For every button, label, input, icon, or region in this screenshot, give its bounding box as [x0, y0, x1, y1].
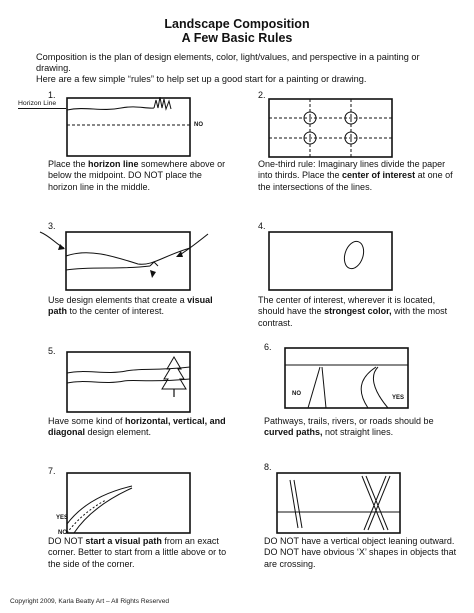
rule-7-number: 7. — [48, 466, 56, 476]
rule-7-no-label: NO — [58, 530, 67, 536]
rule-4-illustration — [268, 231, 393, 291]
rule-5-illustration — [66, 351, 191, 413]
rule-6-illustration — [284, 347, 409, 409]
rule-5-caption: Have some kind of horizontal, vertical, and diagonal design element. — [48, 416, 226, 438]
rule-4-number: 4. — [258, 221, 266, 231]
rule-7-illustration — [66, 472, 191, 534]
rule-2-illustration — [268, 98, 393, 158]
rule-2-caption: One-third rule: Imaginary lines divide the paper into thirds. Place the center of interest at one of the intersections of the lines. — [258, 159, 453, 192]
rule-3-caption: Use design elements that create a visual path to the center of interest. — [48, 295, 213, 317]
rule-1-number: 1. — [48, 90, 56, 100]
rule-8-illustration — [276, 472, 401, 534]
page-title: Landscape Composition — [164, 17, 310, 31]
intro-line-2: Here are a few simple “rules” to help set up a good start for a painting or drawing. — [36, 74, 367, 84]
rule-6-no-label: NO — [292, 391, 301, 397]
copyright-notice: Copyright 2009, Karla Beatty Art – All Rights Reserved — [10, 598, 170, 605]
rule-1-illustration — [66, 97, 191, 157]
rule-3-number: 3. — [48, 221, 56, 231]
intro-line-1: Composition is the plan of design elements, color, light/values, and perspective in a painting or drawing. — [36, 52, 420, 73]
horizon-line-label: Horizon Line — [18, 100, 57, 107]
rule-4-caption: The center of interest, wherever it is located, should have the strongest color, with the most contrast. — [258, 295, 448, 328]
rule-1-caption: Place the horizon line somewhere above or below the midpoint. DO NOT place the horizon line in the middle. — [48, 159, 226, 192]
rule-8-caption: DO NOT have a vertical object leaning outward. DO NOT have obvious ‘X’ shapes in objects that are crossing. — [264, 536, 457, 569]
rule-1-no-label: NO — [194, 122, 203, 128]
page-subtitle: A Few Basic Rules — [181, 31, 293, 45]
rule-6-yes-label: YES — [392, 395, 405, 401]
rule-6-number: 6. — [264, 342, 272, 352]
intro-paragraph — [36, 52, 446, 85]
rule-8-number: 8. — [264, 462, 272, 472]
rule-7-caption: DO NOT start a visual path from an exact corner. Better to start from a little above or to the side of the corner. — [48, 536, 227, 569]
rule-2-number: 2. — [258, 90, 266, 100]
horizon-pointer-line — [18, 108, 66, 109]
rule-6-caption: Pathways, trails, rivers, or roads should be curved paths, not straight lines. — [264, 416, 434, 438]
rule-3-illustration — [38, 226, 210, 292]
rule-5-number: 5. — [48, 346, 56, 356]
rule-7-yes-label: YES — [56, 515, 69, 521]
